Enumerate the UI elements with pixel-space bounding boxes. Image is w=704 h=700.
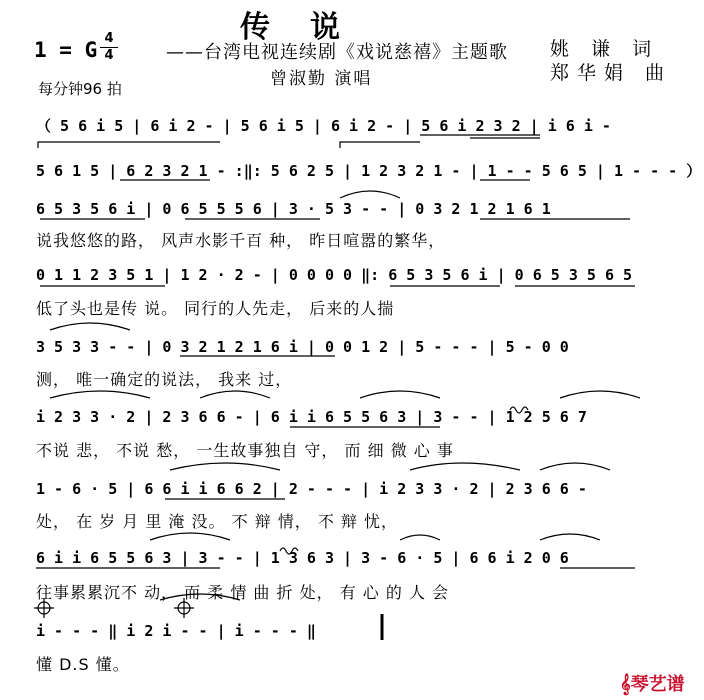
lyric-line-8: 往事累累沉不 动， 而 柔 情 曲 折 处， 有 心 的 人 会	[36, 583, 450, 602]
trill-2	[280, 548, 298, 554]
composer-credit: 郑华娟 曲	[550, 62, 673, 84]
lyricist-credit: 姚 谦 词	[550, 38, 660, 60]
lyric-line-7: 处， 在 岁 月 里 淹 没。 不 辩 情， 不 辩 忧，	[36, 512, 399, 531]
slur-6	[560, 391, 640, 398]
notation-line-3: 6 5 3 5 6 i | 0 6 5 5 5 6 | 3 · 5 3 - - | 0 3 2 1 2 1 6 1	[36, 200, 551, 218]
song-title: 传说	[240, 10, 380, 45]
slur-11	[400, 535, 440, 540]
notation-line-9: i - - - ‖ i 2 i - - | i - - - ‖	[36, 622, 316, 640]
lyric-line-9: 懂 D.S 懂。	[36, 655, 130, 674]
slur-13	[160, 594, 240, 600]
lyric-line-3: 说我悠悠的路， 风声水影千百 种， 昨日喧嚣的繁华，	[36, 231, 446, 250]
slur-4	[200, 391, 270, 398]
slur-2	[50, 323, 130, 330]
tempo-marking: 每分钟96 拍	[38, 80, 122, 98]
site-logo	[620, 670, 685, 696]
key-signature: 1 = G	[34, 38, 98, 62]
time-signature-bottom: 4	[104, 48, 114, 63]
notation-line-1: （ 5 6 i 5 | 6 i 2 - | 5 6 i 5 | 6 i 2 - | 5 6 i 2 3 2 | i 6 i -	[36, 117, 611, 135]
lyric-line-6: 不说 悲， 不说 愁， 一生故事独自 守， 而 细 微 心 事	[36, 441, 454, 460]
subtitle: ——台湾电视连续剧《戏说慈禧》主题歌	[166, 42, 508, 63]
notation-line-2: 5 6 1 5 | 6 2 3 2 1 - :‖: 5 6 2 5 | 1 2 3 2 1 - | 1 - - 5 6 5 | 1 - - - ）	[36, 162, 702, 180]
trill-1	[510, 407, 528, 413]
notation-line-8: 6 i i 6 5 5 6 3 | 3 - - | 1 3 6 3 | 3 - 6 · 5 | 6 6 i 2 0 6	[36, 549, 569, 567]
lyric-line-5: 测， 唯一确定的说法， 我来 过，	[36, 370, 293, 389]
notation-line-5: 3 5 3 3 - - | 0 3 2 1 2 1 6 i | 0 0 1 2 | 5 - - - | 5 - 0 0	[36, 338, 569, 356]
notation-line-4: 0 1 1 2 3 5 1 | 1 2 · 2 - | 0 0 0 0 ‖: 6 5 3 5 6 i | 0 6 5 3 5 6 5	[36, 266, 633, 284]
slur-8	[410, 463, 520, 470]
slur-5	[360, 391, 440, 398]
slur-7	[170, 463, 280, 470]
notation-line-7: 1 - 6 · 5 | 6 6 i i 6 6 2 | 2 - - - | i 2 3 3 · 2 | 2 3 6 6 -	[36, 480, 587, 498]
logo-icon: 𝄞	[620, 674, 631, 695]
logo-text: 琴艺谱	[630, 674, 685, 695]
notation-line-6: i 2 3 3 · 2 | 2 3 6 6 - | 6 i i 6 5 5 6 3 | 3 - - | 1 2 5 6 7	[36, 408, 587, 426]
slur-10	[150, 533, 230, 540]
lyric-line-4: 低了头也是传 说。 同行的人先走， 后来的人揣	[36, 299, 395, 318]
time-signature-top: 4	[104, 31, 114, 46]
slur-12	[540, 534, 600, 540]
slur-1	[340, 191, 400, 198]
slur-9	[540, 463, 610, 470]
slur-3	[50, 391, 150, 398]
volta-bracket-2	[340, 142, 420, 148]
volta-bracket-1	[38, 142, 220, 148]
singer-credit: 曾淑勤 演唱	[270, 69, 373, 89]
